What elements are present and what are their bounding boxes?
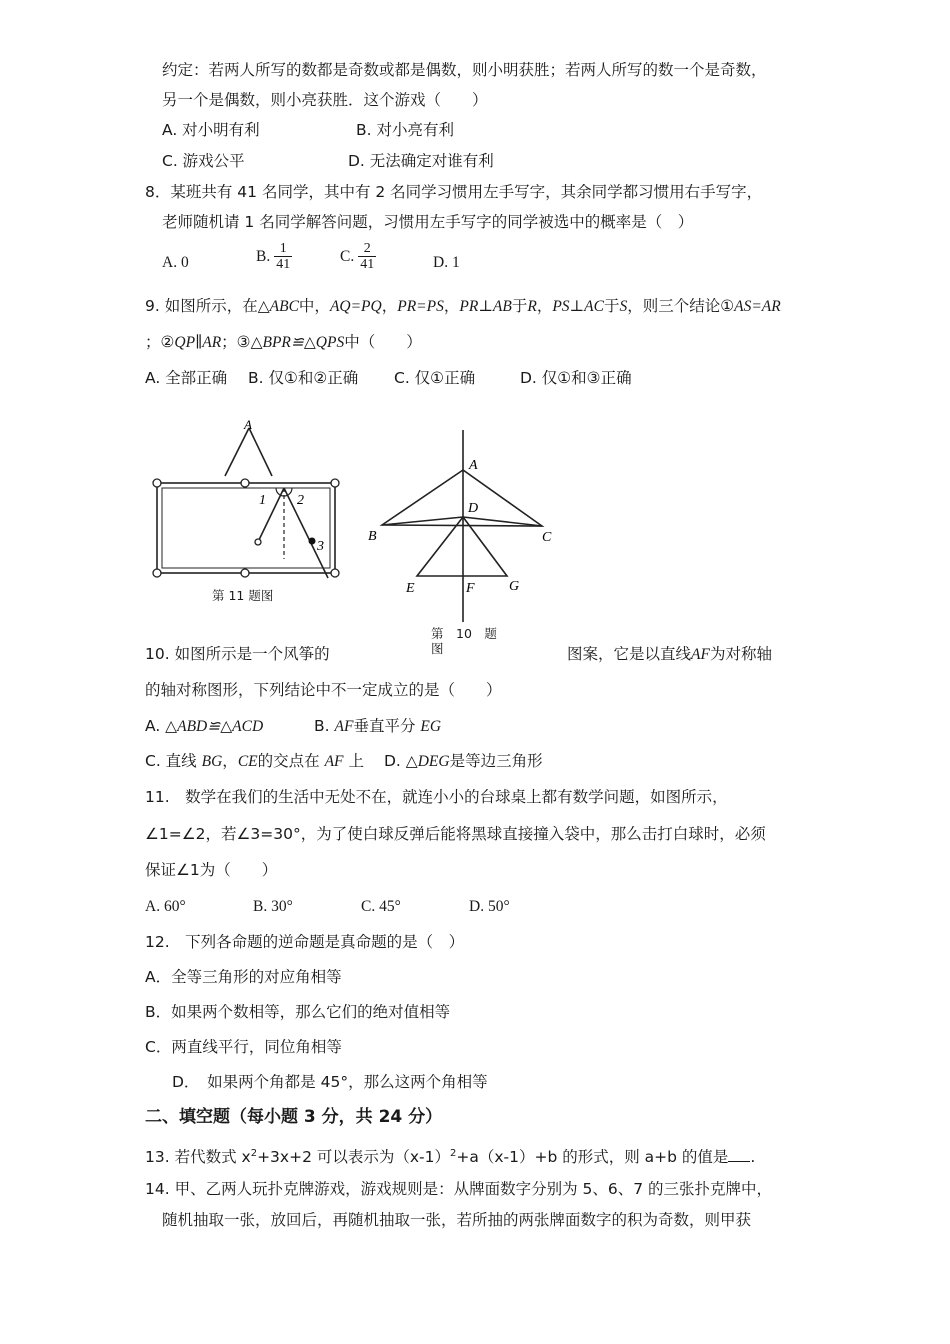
fig11-label-2: 2 bbox=[297, 493, 304, 508]
q8-line2: 老师随机请 1 名同学解答问题，习惯用左手写字的同学被选中的概率是（ ） bbox=[162, 213, 694, 231]
q9-text: 9. 如图所示，在△ bbox=[145, 297, 270, 315]
q11-option-d: D. 50° bbox=[469, 898, 510, 915]
q11-line3: 保证∠1为（ ） bbox=[145, 861, 278, 879]
pocket-top-left bbox=[153, 479, 161, 487]
q10-math: ABD≌△ACD bbox=[177, 718, 264, 735]
q8-option-a: A. 0 bbox=[162, 254, 189, 271]
q9-math: BPR≌△QPS bbox=[262, 334, 345, 351]
table-outer-border bbox=[157, 483, 335, 573]
q10-math: AF bbox=[324, 753, 344, 770]
q10-text: C. 直线 bbox=[145, 752, 197, 770]
figure-11-billiard-table bbox=[148, 414, 348, 594]
q13-superscript: 2 bbox=[250, 1148, 258, 1159]
q9-text: ， bbox=[536, 297, 553, 315]
q8-option-b-fraction bbox=[274, 241, 292, 272]
figure-10-caption-line1: 第 10 题 bbox=[431, 626, 497, 641]
q9-text: 于 bbox=[603, 297, 620, 315]
q8-option-c-denominator: 41 bbox=[360, 257, 375, 272]
q11-line1: 11. 数学在我们的生活中无处不在，就连小小的台球桌上都有数学问题，如图所示， bbox=[145, 788, 728, 806]
figure-10-caption-line2: 图 bbox=[431, 641, 444, 656]
section-2-title: 二、填空题（每小题 3 分，共 24 分） bbox=[145, 1107, 443, 1127]
black-ball bbox=[309, 538, 316, 545]
figure-11-caption: 第 11 题图 bbox=[212, 588, 274, 603]
q10-math: AF bbox=[691, 646, 710, 663]
q7-option-b: B. 对小亮有利 bbox=[356, 121, 454, 139]
fig10-label-f: F bbox=[466, 581, 475, 596]
q9-text: ；② bbox=[145, 333, 175, 351]
q13-superscript: 2 bbox=[450, 1148, 457, 1159]
q9-text: ， bbox=[443, 297, 460, 315]
q10-line1-end bbox=[567, 643, 772, 666]
q7-line1: 约定：若两人所写的数都是奇数或都是偶数，则小明获胜；若两人所写的数一个是奇数， bbox=[162, 61, 767, 79]
q12-option-d: D． 如果两个角都是 45°，那么这两个角相等 bbox=[172, 1073, 488, 1091]
q9-line1 bbox=[145, 295, 781, 318]
q14-line1: 14. 甲、乙两人玩扑克牌游戏，游戏规则是：从牌面数字分别为 5、6、7 的三张扑克牌中， bbox=[145, 1180, 773, 1198]
q7-option-d: D. 无法确定对谁有利 bbox=[348, 152, 494, 170]
q7-line2: 另一个是偶数，则小亮获胜．这个游戏（ ） bbox=[162, 91, 488, 109]
q8-line1: 8．某班共有 41 名同学，其中有 2 名同学习惯用左手写字，其余同学都习惯用右手写字， bbox=[145, 183, 763, 201]
pocket-bottom-right bbox=[331, 569, 339, 577]
q13-text: +a（x-1）+b 的形式，则 a+b 的值是 bbox=[456, 1148, 729, 1167]
q10-text: 图案，它是以直线 bbox=[567, 645, 692, 663]
q11-option-b: B. 30° bbox=[253, 898, 293, 915]
q12-option-b: B．如果两个数相等，那么它们的绝对值相等 bbox=[145, 1003, 451, 1021]
q12-line1: 12. 下列各命题的逆命题是真命题的是（ ） bbox=[145, 933, 465, 951]
q12-option-c: C．两直线平行，同位角相等 bbox=[145, 1038, 342, 1056]
q8-option-b-numerator: 1 bbox=[274, 241, 292, 257]
q10-math: DEG bbox=[417, 753, 450, 770]
q10-text: 上 bbox=[348, 752, 364, 770]
q9-line2 bbox=[145, 331, 422, 354]
fig10-label-a: A bbox=[469, 458, 478, 473]
q11-option-a: A. 60° bbox=[145, 898, 186, 915]
white-ball bbox=[255, 539, 261, 545]
fig11-label-a: A bbox=[244, 417, 252, 432]
fig11-label-1: 1 bbox=[259, 493, 266, 508]
q9-text: 于 bbox=[511, 297, 528, 315]
q9-option-c: C. 仅①正确 bbox=[394, 369, 476, 387]
q8-option-c-fraction bbox=[358, 241, 376, 272]
q10-option-d bbox=[384, 750, 543, 773]
q11-option-c: C. 45° bbox=[361, 898, 401, 915]
q10-text: A. △ bbox=[145, 717, 178, 735]
q9-math: PR⊥AB bbox=[459, 298, 512, 315]
q13-line bbox=[145, 1143, 755, 1168]
q12-option-a: A．全等三角形的对应角相等 bbox=[145, 968, 342, 986]
pocket-bottom-left bbox=[153, 569, 161, 577]
q7-option-c: C. 游戏公平 bbox=[162, 152, 245, 170]
q10-text: 的交点在 bbox=[257, 752, 320, 770]
q10-math: EG bbox=[420, 718, 442, 735]
q9-text: ， bbox=[381, 297, 398, 315]
q14-line2: 随机抽取一张，放回后，再随机抽取一张，若所抽的两张牌面数字的积为奇数，则甲获 bbox=[162, 1211, 752, 1229]
q10-option-a bbox=[145, 715, 263, 738]
q10-text: ， bbox=[222, 752, 238, 770]
q10-option-c bbox=[145, 750, 364, 773]
q9-math: QP∥AR bbox=[174, 334, 222, 351]
fig10-label-d: D bbox=[468, 501, 479, 516]
fig11-label-3: 3 bbox=[317, 539, 324, 554]
q9-option-b: B. 仅①和②正确 bbox=[248, 369, 359, 387]
segment-bd bbox=[382, 517, 463, 525]
q9-text: 中（ ） bbox=[344, 333, 422, 351]
q9-math: AS=AR bbox=[734, 298, 781, 315]
q9-math: AQ=PQ bbox=[329, 298, 382, 315]
pocket-bottom-middle bbox=[241, 569, 249, 577]
q13-text: +3x+2 可以表示为（x-1） bbox=[257, 1148, 450, 1167]
line-a-right bbox=[249, 428, 272, 476]
q10-math: AF bbox=[334, 718, 354, 735]
rebound-path bbox=[284, 488, 328, 578]
q9-text: ；③△ bbox=[221, 333, 263, 351]
q10-text: 垂直平分 bbox=[353, 717, 416, 735]
fig10-label-g: G bbox=[509, 579, 520, 594]
q9-text: ，则三个结论① bbox=[627, 297, 735, 315]
q8-option-d: D. 1 bbox=[433, 254, 460, 271]
q9-math: S bbox=[619, 298, 628, 315]
q8-option-c bbox=[340, 241, 380, 272]
table-inner-border bbox=[162, 488, 330, 568]
line-a-left bbox=[225, 428, 249, 476]
q9-option-a: A. 全部正确 bbox=[145, 369, 228, 387]
q10-text: 为对称轴 bbox=[709, 645, 772, 663]
q10-text: B. bbox=[314, 717, 330, 735]
q9-math: PR=PS bbox=[397, 298, 444, 315]
q11-line2: ∠1=∠2，若∠3=30°，为了使白球反弹后能将黑球直接撞入袋中，那么击打白球时，必须 bbox=[145, 825, 766, 843]
q9-math: R bbox=[527, 298, 537, 315]
q8-option-b bbox=[256, 241, 296, 272]
q9-option-d: D. 仅①和③正确 bbox=[520, 369, 632, 387]
figure-10-kite bbox=[362, 426, 562, 626]
q9-math: PS⊥AC bbox=[552, 298, 604, 315]
fig10-label-b: B bbox=[368, 529, 377, 544]
q8-option-c-label: C. bbox=[340, 248, 355, 265]
q13-text: . bbox=[750, 1148, 756, 1167]
q10-text: 是等边三角形 bbox=[449, 752, 543, 770]
q10-option-b bbox=[314, 715, 441, 738]
q10-line1-start: 10. 如图所示是一个风筝的 bbox=[145, 645, 330, 663]
fig10-label-c: C bbox=[542, 530, 552, 545]
q13-answer-blank[interactable] bbox=[728, 1147, 750, 1162]
q13-text: 13. 若代数式 x bbox=[145, 1148, 251, 1167]
pocket-top-middle bbox=[241, 479, 249, 487]
q9-math: ABC bbox=[269, 298, 299, 315]
q10-line2: 的轴对称图形，下列结论中不一定成立的是（ ） bbox=[145, 681, 502, 699]
q10-math: CE bbox=[237, 753, 258, 770]
q10-math: BG bbox=[201, 753, 223, 770]
q10-text: D. △ bbox=[384, 752, 418, 770]
pocket-top-right bbox=[331, 479, 339, 487]
q7-option-a: A. 对小明有利 bbox=[162, 121, 260, 139]
q8-option-b-denominator: 41 bbox=[276, 257, 291, 272]
q8-option-b-label: B. bbox=[256, 248, 271, 265]
q9-text: 中， bbox=[298, 297, 330, 315]
fig10-label-e: E bbox=[406, 581, 415, 596]
q8-option-c-numerator: 2 bbox=[358, 241, 376, 257]
